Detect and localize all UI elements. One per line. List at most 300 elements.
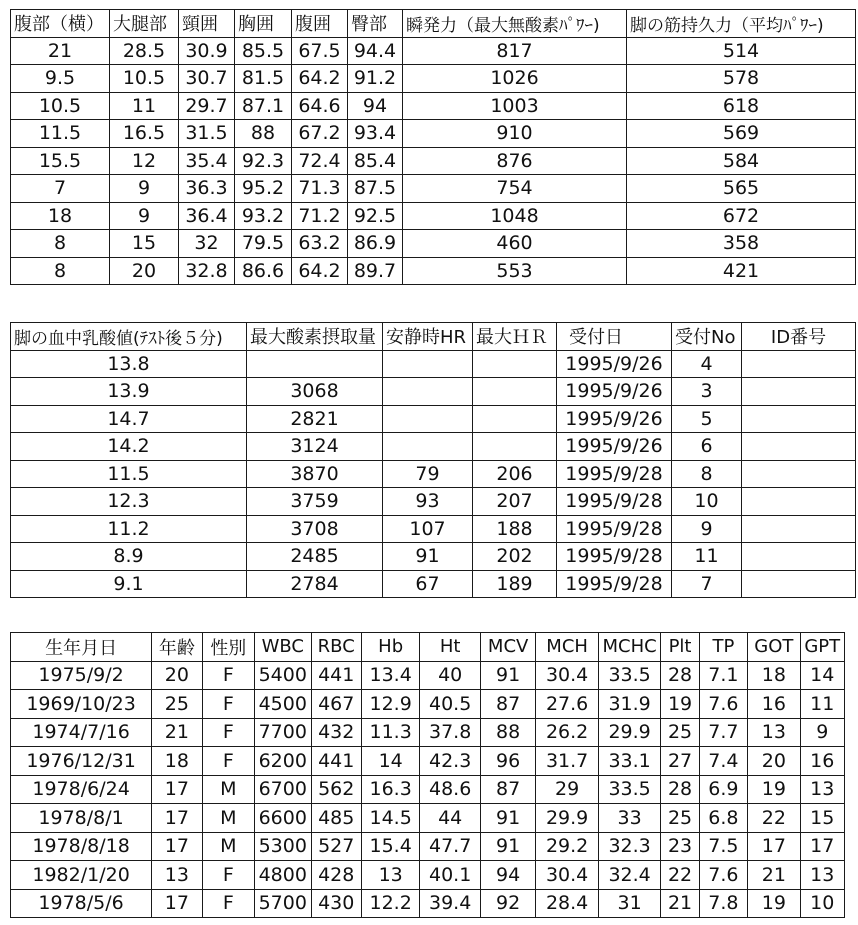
table-cell: F: [202, 889, 254, 918]
table-cell: 441: [311, 661, 361, 690]
table-cell: F: [202, 747, 254, 776]
table-cell: 188: [473, 515, 557, 543]
table-cell: 441: [311, 747, 361, 776]
table-cell: 432: [311, 718, 361, 747]
table-cell: 86.9: [348, 230, 403, 258]
table-cell: [742, 405, 856, 433]
table-cell: 1995/9/28: [557, 488, 672, 516]
table-cell: 12.2: [361, 889, 419, 918]
table-cell: 85.4: [348, 147, 403, 175]
table-cell: 7: [11, 175, 110, 203]
table-cell: 79: [383, 460, 473, 488]
table3-header: Plt: [661, 633, 699, 662]
table-cell: 31.7: [536, 747, 599, 776]
table-cell: 19: [661, 690, 699, 719]
table-cell: 92: [480, 889, 535, 918]
table-cell: 7: [672, 570, 742, 598]
table-cell: 17: [152, 832, 202, 861]
table-row: [11, 661, 845, 690]
table-cell: 87.5: [348, 175, 403, 203]
table-cell: 92.3: [235, 147, 292, 175]
table-row: [11, 832, 845, 861]
table-cell: 32.8: [179, 257, 235, 285]
table-cell: 27.6: [536, 690, 599, 719]
table-cell: 10.5: [110, 65, 179, 93]
table-cell: 93.2: [235, 202, 292, 230]
table-cell: 91: [480, 832, 535, 861]
table-cell: 1995/9/28: [557, 543, 672, 571]
table-cell: 85.5: [235, 37, 292, 65]
table-cell: 1995/9/28: [557, 570, 672, 598]
table-cell: 17: [152, 775, 202, 804]
table-cell: 87: [480, 690, 535, 719]
table-cell: 18: [152, 747, 202, 776]
table-cell: 1995/9/26: [557, 350, 672, 378]
table-cell: 63.2: [292, 230, 348, 258]
table-cell: 7.8: [699, 889, 747, 918]
table-cell: 1995/9/26: [557, 405, 672, 433]
table-cell: 94: [480, 861, 535, 890]
table-cell: 16.5: [110, 120, 179, 148]
table-cell: 1974/7/16: [11, 718, 152, 747]
table-cell: [742, 378, 856, 406]
table3-header: 年齢: [152, 633, 202, 662]
table-row: [11, 775, 845, 804]
table-cell: 4: [672, 350, 742, 378]
table-cell: 7.4: [699, 747, 747, 776]
table-row: [11, 65, 856, 93]
table-cell: 6: [672, 433, 742, 461]
table3-header: 生年月日: [11, 633, 152, 662]
table-cell: 40: [420, 661, 481, 690]
table-cell: 4800: [255, 861, 311, 890]
table-cell: 10: [800, 889, 844, 918]
table-cell: 584: [627, 147, 856, 175]
table-cell: 11: [672, 543, 742, 571]
table-cell: 6700: [255, 775, 311, 804]
table3-header: RBC: [311, 633, 361, 662]
table-cell: 3708: [247, 515, 383, 543]
table-cell: 754: [403, 175, 627, 203]
table1-header: 臀部: [348, 10, 403, 38]
table-cell: 17: [800, 832, 844, 861]
table-cell: [473, 405, 557, 433]
table-cell: 3: [672, 378, 742, 406]
table-cell: 1978/5/6: [11, 889, 152, 918]
lactate-oxygen-table: [10, 322, 856, 598]
table-cell: 7700: [255, 718, 311, 747]
table-cell: [473, 433, 557, 461]
table-cell: [383, 350, 473, 378]
table-cell: 40.5: [420, 690, 481, 719]
table-cell: 11.2: [11, 515, 247, 543]
table2-header: 最大酸素摂取量: [247, 323, 383, 351]
table-cell: 36.4: [179, 202, 235, 230]
table-cell: 33.5: [598, 661, 661, 690]
table-cell: F: [202, 861, 254, 890]
table-cell: 11.3: [361, 718, 419, 747]
table-cell: 67: [383, 570, 473, 598]
table-cell: 25: [152, 690, 202, 719]
table-cell: 15.5: [11, 147, 110, 175]
table-cell: 5700: [255, 889, 311, 918]
table-cell: 91: [480, 661, 535, 690]
table-cell: 562: [311, 775, 361, 804]
table-cell: 514: [627, 37, 856, 65]
table-row: [11, 257, 856, 285]
table-cell: 20: [748, 747, 800, 776]
table-cell: 11: [110, 92, 179, 120]
table-cell: 30.7: [179, 65, 235, 93]
table-cell: 9: [672, 515, 742, 543]
table-cell: [742, 543, 856, 571]
table3-header: GOT: [748, 633, 800, 662]
table-cell: [247, 350, 383, 378]
table-cell: 12.9: [361, 690, 419, 719]
table1-header: 胸囲: [235, 10, 292, 38]
table-cell: 8: [11, 257, 110, 285]
table-row: [11, 202, 856, 230]
table-row: [11, 230, 856, 258]
table-cell: 9: [110, 202, 179, 230]
table-row: [11, 488, 856, 516]
table-cell: 26.2: [536, 718, 599, 747]
table-cell: 39.4: [420, 889, 481, 918]
table-cell: 16: [800, 747, 844, 776]
table-cell: 17: [152, 804, 202, 833]
table-cell: 7.6: [699, 690, 747, 719]
table3-header: WBC: [255, 633, 311, 662]
table-cell: 25: [661, 718, 699, 747]
table-row: [11, 433, 856, 461]
table-cell: 14: [361, 747, 419, 776]
table-cell: 1969/10/23: [11, 690, 152, 719]
table-cell: 89.7: [348, 257, 403, 285]
table-cell: 817: [403, 37, 627, 65]
table-cell: 1978/6/24: [11, 775, 152, 804]
table-cell: 3759: [247, 488, 383, 516]
table-cell: 1048: [403, 202, 627, 230]
table-cell: 7.5: [699, 832, 747, 861]
table-cell: 33: [598, 804, 661, 833]
table-cell: 1026: [403, 65, 627, 93]
table-cell: 1978/8/18: [11, 832, 152, 861]
table-cell: 1003: [403, 92, 627, 120]
table-cell: 3870: [247, 460, 383, 488]
table1-header-row: [11, 10, 856, 38]
table-row: [11, 37, 856, 65]
table-cell: 8: [672, 460, 742, 488]
table-cell: 17: [152, 889, 202, 918]
table-cell: 15.4: [361, 832, 419, 861]
table3-header: Hb: [361, 633, 419, 662]
table-cell: [742, 515, 856, 543]
table-cell: 28.5: [110, 37, 179, 65]
table-cell: 20: [110, 257, 179, 285]
table-cell: 33.1: [598, 747, 661, 776]
table-cell: 428: [311, 861, 361, 890]
table-cell: 18: [748, 661, 800, 690]
table1-body: [11, 37, 856, 285]
table-cell: 31.5: [179, 120, 235, 148]
table-cell: 91: [480, 804, 535, 833]
table3-header: MCV: [480, 633, 535, 662]
table-cell: 14.5: [361, 804, 419, 833]
table-cell: M: [202, 775, 254, 804]
table1-header: 腹部（横）: [11, 10, 110, 38]
table-cell: [742, 460, 856, 488]
table-row: [11, 747, 845, 776]
table-cell: 32: [179, 230, 235, 258]
table-cell: 14.7: [11, 405, 247, 433]
table-cell: 13: [800, 775, 844, 804]
table-cell: 7.7: [699, 718, 747, 747]
table3-header: MCH: [536, 633, 599, 662]
table-cell: 4500: [255, 690, 311, 719]
table-cell: 9: [110, 175, 179, 203]
table-row: [11, 175, 856, 203]
table-cell: 3068: [247, 378, 383, 406]
table-cell: 17: [748, 832, 800, 861]
table-cell: 12.3: [11, 488, 247, 516]
table-cell: 20: [152, 661, 202, 690]
table-cell: 64.2: [292, 257, 348, 285]
table-cell: 22: [661, 861, 699, 890]
table-cell: 13.4: [361, 661, 419, 690]
table3-header: Ht: [420, 633, 481, 662]
table-cell: 92.5: [348, 202, 403, 230]
table-cell: 460: [403, 230, 627, 258]
table-cell: 1995/9/26: [557, 433, 672, 461]
table-cell: 88: [235, 120, 292, 148]
table-cell: [383, 433, 473, 461]
table3-header-row: [11, 633, 845, 662]
table-cell: 2821: [247, 405, 383, 433]
table1-header: 大腿部: [110, 10, 179, 38]
table-cell: 5400: [255, 661, 311, 690]
table2-header: 安静時HR: [383, 323, 473, 351]
table-cell: 18: [11, 202, 110, 230]
table-cell: 1995/9/26: [557, 378, 672, 406]
table-cell: 13: [152, 861, 202, 890]
table-cell: [473, 350, 557, 378]
table-cell: 6.9: [699, 775, 747, 804]
table-cell: 6200: [255, 747, 311, 776]
table-cell: 11: [800, 690, 844, 719]
table-cell: 565: [627, 175, 856, 203]
table-cell: 42.3: [420, 747, 481, 776]
table-cell: 9: [800, 718, 844, 747]
table-cell: 36.3: [179, 175, 235, 203]
table-cell: 30.4: [536, 861, 599, 890]
table2-header: 脚の血中乳酸値(ﾃｽﾄ後５分): [11, 323, 247, 351]
table-cell: 485: [311, 804, 361, 833]
table-cell: 13.9: [11, 378, 247, 406]
table-cell: 29: [536, 775, 599, 804]
table-cell: 5300: [255, 832, 311, 861]
table2-header: 受付日: [557, 323, 672, 351]
table-cell: [742, 488, 856, 516]
table-cell: 2784: [247, 570, 383, 598]
table3-header: MCHC: [598, 633, 661, 662]
table-cell: 21: [11, 37, 110, 65]
table-cell: 32.3: [598, 832, 661, 861]
table-cell: 16.3: [361, 775, 419, 804]
table-cell: 67.5: [292, 37, 348, 65]
table-cell: 618: [627, 92, 856, 120]
table-cell: 9.1: [11, 570, 247, 598]
table-cell: 1976/12/31: [11, 747, 152, 776]
table-cell: 88: [480, 718, 535, 747]
table-cell: 19: [748, 775, 800, 804]
table-cell: 21: [152, 718, 202, 747]
table2-body: [11, 350, 856, 598]
table-cell: 25: [661, 804, 699, 833]
table-row: [11, 543, 856, 571]
table1-header: 腹囲: [292, 10, 348, 38]
table-cell: 32.4: [598, 861, 661, 890]
table-cell: 10: [672, 488, 742, 516]
table-cell: 19: [748, 889, 800, 918]
table3-header: 性別: [202, 633, 254, 662]
table-cell: [383, 378, 473, 406]
table-cell: 13: [361, 861, 419, 890]
table-cell: 64.6: [292, 92, 348, 120]
table-cell: 553: [403, 257, 627, 285]
table-cell: 910: [403, 120, 627, 148]
table-cell: 527: [311, 832, 361, 861]
table-cell: 93: [383, 488, 473, 516]
table-cell: 87: [480, 775, 535, 804]
table-cell: 81.5: [235, 65, 292, 93]
table-cell: 578: [627, 65, 856, 93]
table-cell: 1975/9/2: [11, 661, 152, 690]
table-cell: 421: [627, 257, 856, 285]
table-cell: [473, 378, 557, 406]
table-cell: 30.9: [179, 37, 235, 65]
table-cell: 16: [748, 690, 800, 719]
table-cell: 72.4: [292, 147, 348, 175]
table2-header: 最大ＨＲ: [473, 323, 557, 351]
table-cell: 7.6: [699, 861, 747, 890]
table-row: [11, 378, 856, 406]
table-row: [11, 718, 845, 747]
table-cell: 93.4: [348, 120, 403, 148]
table2-header: ID番号: [742, 323, 856, 351]
table-cell: 21: [661, 889, 699, 918]
table-cell: 430: [311, 889, 361, 918]
table-cell: 37.8: [420, 718, 481, 747]
table-cell: 22: [748, 804, 800, 833]
table-cell: 64.2: [292, 65, 348, 93]
table-cell: F: [202, 690, 254, 719]
table-cell: 29.7: [179, 92, 235, 120]
table-cell: 15: [110, 230, 179, 258]
table-cell: 27: [661, 747, 699, 776]
table-cell: M: [202, 804, 254, 833]
table-cell: 358: [627, 230, 856, 258]
table-cell: 9.5: [11, 65, 110, 93]
table-cell: 107: [383, 515, 473, 543]
table-row: [11, 804, 845, 833]
table-cell: 28: [661, 661, 699, 690]
table-cell: M: [202, 832, 254, 861]
table-cell: 87.1: [235, 92, 292, 120]
table-cell: 1978/8/1: [11, 804, 152, 833]
table-cell: 47.7: [420, 832, 481, 861]
table-row: [11, 889, 845, 918]
table-cell: 13: [800, 861, 844, 890]
table-cell: 23: [661, 832, 699, 861]
table-cell: F: [202, 718, 254, 747]
table-cell: 95.2: [235, 175, 292, 203]
table-cell: 1995/9/28: [557, 460, 672, 488]
table-cell: 14: [800, 661, 844, 690]
body-measurement-table: [10, 9, 856, 285]
table-cell: 21: [748, 861, 800, 890]
table-cell: 94.4: [348, 37, 403, 65]
table-cell: [742, 433, 856, 461]
table2-header: 受付No: [672, 323, 742, 351]
table-cell: 467: [311, 690, 361, 719]
table-cell: 67.2: [292, 120, 348, 148]
table-cell: 79.5: [235, 230, 292, 258]
table-cell: 29.2: [536, 832, 599, 861]
table-cell: 29.9: [598, 718, 661, 747]
table1-header: 瞬発力（最大無酸素ﾊﾟﾜｰ): [403, 10, 627, 38]
table-cell: 8.9: [11, 543, 247, 571]
table-cell: 13.8: [11, 350, 247, 378]
table-cell: 86.6: [235, 257, 292, 285]
table-cell: 10.5: [11, 92, 110, 120]
table-row: [11, 460, 856, 488]
table-cell: 206: [473, 460, 557, 488]
table1-header: 頸囲: [179, 10, 235, 38]
table-cell: 33.5: [598, 775, 661, 804]
table-cell: 31.9: [598, 690, 661, 719]
table-cell: 8: [11, 230, 110, 258]
table-cell: 569: [627, 120, 856, 148]
table-row: [11, 570, 856, 598]
table-cell: 876: [403, 147, 627, 175]
table3-header: GPT: [800, 633, 844, 662]
table-cell: 30.4: [536, 661, 599, 690]
table-cell: 31: [598, 889, 661, 918]
table-cell: 28.4: [536, 889, 599, 918]
table-cell: 44: [420, 804, 481, 833]
table-cell: 71.3: [292, 175, 348, 203]
table-cell: 11.5: [11, 460, 247, 488]
table-cell: 71.2: [292, 202, 348, 230]
blood-test-table: [10, 632, 845, 918]
table-row: [11, 350, 856, 378]
table-row: [11, 92, 856, 120]
table-cell: 2485: [247, 543, 383, 571]
table-cell: 12: [110, 147, 179, 175]
table-cell: [383, 405, 473, 433]
table-cell: 202: [473, 543, 557, 571]
table-cell: 96: [480, 747, 535, 776]
table-cell: 35.4: [179, 147, 235, 175]
table-cell: 29.9: [536, 804, 599, 833]
table-cell: [742, 350, 856, 378]
table-cell: 1982/1/20: [11, 861, 152, 890]
table-cell: F: [202, 661, 254, 690]
table1-header: 脚の筋持久力（平均ﾊﾟﾜｰ): [627, 10, 856, 38]
table3-body: [11, 661, 845, 918]
table-cell: 28: [661, 775, 699, 804]
table-row: [11, 405, 856, 433]
